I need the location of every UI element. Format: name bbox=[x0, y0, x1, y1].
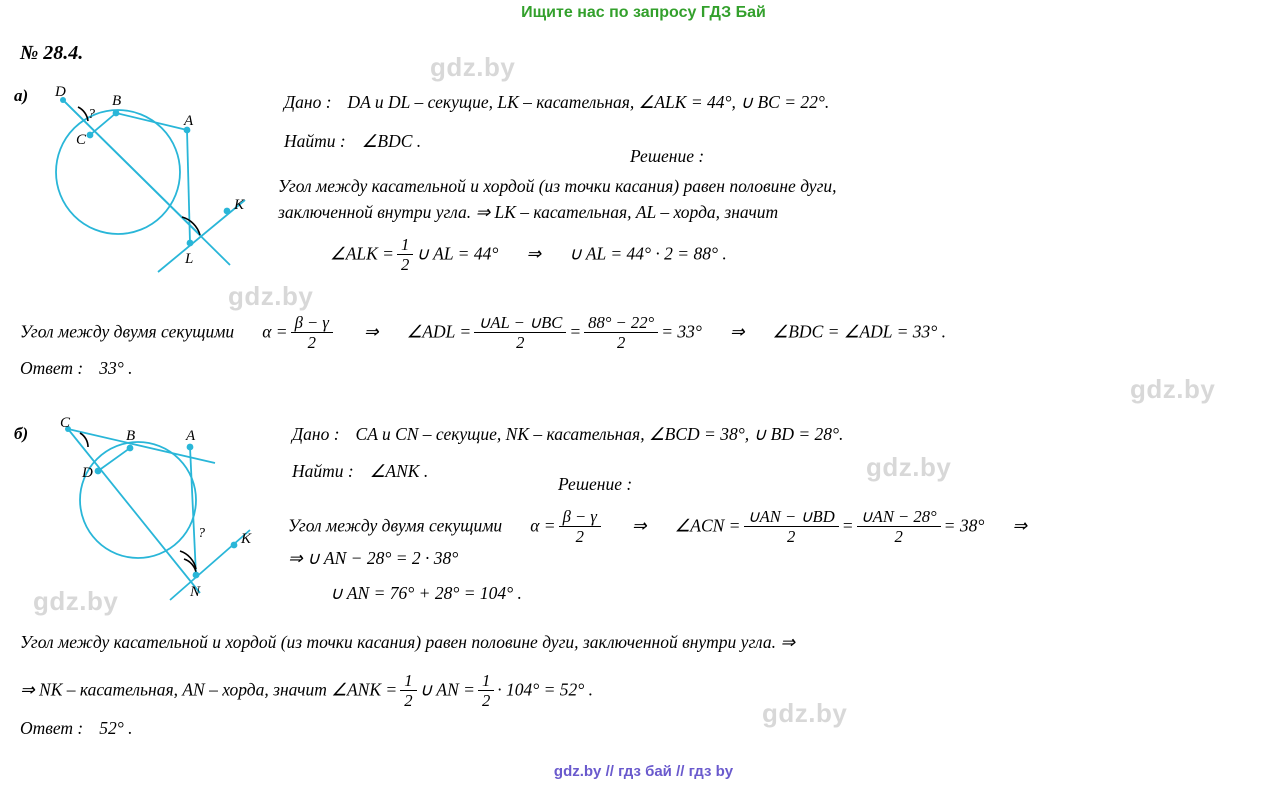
watermark-3: gdz.by bbox=[1130, 374, 1216, 404]
top-banner: Ищите нас по запросу ГДЗ Бай bbox=[521, 4, 766, 21]
part-a-given-text: DA и DL – секущие, LK – касательная, ∠ALK = 44°, ∪ BC = 22°. bbox=[347, 92, 830, 112]
watermark-1: gdz.by bbox=[430, 52, 516, 82]
figure-b-point-N: N bbox=[190, 584, 201, 600]
figure-a-point-A: A bbox=[184, 113, 194, 129]
part-b-solution-label: Решение : bbox=[558, 474, 633, 494]
part-b-answer bbox=[20, 718, 133, 740]
figure-a-point-D: D bbox=[55, 84, 66, 100]
watermark-5: gdz.by bbox=[33, 586, 119, 616]
part-b-given-label: Дано : bbox=[292, 424, 340, 444]
part-b-line1-acn: ∠ACN = bbox=[674, 515, 741, 536]
part-a-line2: заключенной внутри угла. ⇒ LK – касательная, AL – хорда, значит bbox=[278, 202, 779, 222]
part-b-line1-arrow1: ⇒ bbox=[631, 515, 647, 536]
figure-b-point-D: D bbox=[82, 465, 93, 481]
part-b-line5-mid: ∪ AN = bbox=[419, 679, 475, 700]
part-a-answer-value: 33° . bbox=[99, 358, 133, 378]
figure-b-point-K: K bbox=[241, 531, 252, 547]
part-a-find-text: ∠BDC . bbox=[361, 131, 422, 151]
part-a-label: а) bbox=[14, 86, 29, 105]
part-b-line1-left: Угол между двумя секущими bbox=[288, 515, 503, 536]
part-b-line1-eq: = bbox=[841, 515, 854, 536]
figure-a-point-C: C bbox=[76, 132, 87, 148]
part-a-given-line bbox=[284, 92, 829, 114]
part-a-line3-arrow1: ⇒ bbox=[363, 321, 379, 342]
part-b-find-text: ∠ANK . bbox=[369, 461, 429, 481]
part-b-line5-left: ⇒ NK – касательная, AN – хорда, значит ∠ANK = bbox=[20, 679, 398, 700]
figure-a-point-L: L bbox=[185, 251, 194, 267]
part-a-eq1-mid: ∪ AL = 44° bbox=[416, 243, 499, 264]
figure-b-angle-mark: ? bbox=[198, 526, 205, 541]
part-a-line3-tail: ∠BDC = ∠ADL = 33° . bbox=[772, 321, 947, 342]
part-a-line3-alpha: α = bbox=[262, 321, 288, 342]
part-a-line3-res: = 33° bbox=[661, 321, 702, 342]
part-b-line1-fraction-alpha: $\frac{\beta - \gamma}{2}$ bbox=[559, 507, 601, 546]
part-b-find-line bbox=[292, 461, 428, 483]
part-a-line3-fraction-alpha: $\frac{\beta - \gamma}{2}$ bbox=[291, 313, 333, 352]
part-a-eq1-left: ∠ALK = bbox=[330, 243, 394, 264]
part-a-line3-adl: ∠ADL = bbox=[406, 321, 472, 342]
part-b-line5-fraction-2: $\frac{1}{2}$ bbox=[478, 671, 494, 710]
figure-b bbox=[30, 415, 280, 610]
part-b-line1-arrow2: ⇒ bbox=[1012, 515, 1028, 536]
figure-a bbox=[30, 80, 280, 285]
part-a-line3-eq: = bbox=[569, 321, 582, 342]
part-a-line3-left: Угол между двумя секущими bbox=[20, 321, 235, 342]
part-b-line3: ∪ AN = 76° + 28° = 104° . bbox=[330, 583, 522, 603]
part-a-line3-fraction-3: $\frac{88^\circ - 22^\circ}{2}$ bbox=[584, 313, 658, 352]
part-a-find-line bbox=[284, 131, 421, 153]
figure-b-point-A: A bbox=[186, 428, 196, 444]
part-a-solution-label: Решение : bbox=[630, 146, 705, 166]
part-b-label: б) bbox=[14, 424, 29, 443]
figure-b-point-C: C bbox=[60, 415, 71, 431]
figure-a-point-K: K bbox=[234, 197, 245, 213]
part-b-line5 bbox=[20, 672, 593, 711]
part-a-eq1-right: ∪ AL = 44° · 2 = 88° . bbox=[568, 243, 727, 264]
part-b-line4: Угол между касательной и хордой (из точки касания) равен половине дуги, заключенной внутри угла. ⇒ bbox=[20, 632, 796, 652]
part-a-eq1-arrow: ⇒ bbox=[526, 243, 541, 264]
part-b-line1-fraction-2: $\frac{\cup AN - \cup BD}{2}$ bbox=[744, 507, 839, 546]
part-b-answer-label: Ответ : bbox=[20, 718, 84, 738]
part-b-line2: ⇒ ∪ AN − 28° = 2 · 38° bbox=[288, 548, 459, 568]
part-a-eq1-fraction: $\frac{1}{2}$ bbox=[397, 235, 413, 274]
figure-a-angle-mark: ? bbox=[88, 107, 95, 122]
part-a-line3 bbox=[20, 314, 946, 353]
part-b-given-text: CA и CN – секущие, NK – касательная, ∠BCD = 38°, ∪ BD = 28°. bbox=[355, 424, 844, 444]
part-a-answer bbox=[20, 358, 133, 380]
bottom-banner: gdz.by // гдз бай // гдз by bbox=[553, 763, 734, 780]
part-b-line1 bbox=[288, 508, 1027, 547]
part-b-line1-fraction-3: $\frac{\cup AN - 28^\circ}{2}$ bbox=[857, 507, 941, 546]
part-b-line5-tail: · 104° = 52° . bbox=[497, 679, 594, 700]
watermark-6: gdz.by bbox=[762, 698, 848, 728]
figure-b-point-B: B bbox=[126, 428, 136, 444]
part-b-line1-alpha: α = bbox=[530, 515, 556, 536]
part-a-equation-1 bbox=[330, 236, 727, 275]
part-a-line3-fraction-2: $\frac{\cup AL - \cup BC}{2}$ bbox=[474, 313, 566, 352]
task-number: № 28.4. bbox=[20, 42, 84, 64]
figure-a-point-B: B bbox=[112, 93, 122, 109]
part-b-answer-value: 52° . bbox=[99, 718, 133, 738]
part-b-find-label: Найти : bbox=[292, 461, 354, 481]
part-a-find-label: Найти : bbox=[284, 131, 346, 151]
part-a-given-label: Дано : bbox=[284, 92, 332, 112]
part-b-given-line bbox=[292, 424, 843, 446]
part-a-line3-arrow2: ⇒ bbox=[729, 321, 745, 342]
part-a-answer-label: Ответ : bbox=[20, 358, 84, 378]
watermark-4: gdz.by bbox=[866, 452, 952, 482]
part-a-line1: Угол между касательной и хордой (из точки касания) равен половине дуги, bbox=[278, 176, 837, 196]
part-b-line1-res: = 38° bbox=[943, 515, 985, 536]
part-b-line5-fraction-1: $\frac{1}{2}$ bbox=[400, 671, 416, 710]
watermark-2: gdz.by bbox=[228, 281, 314, 311]
